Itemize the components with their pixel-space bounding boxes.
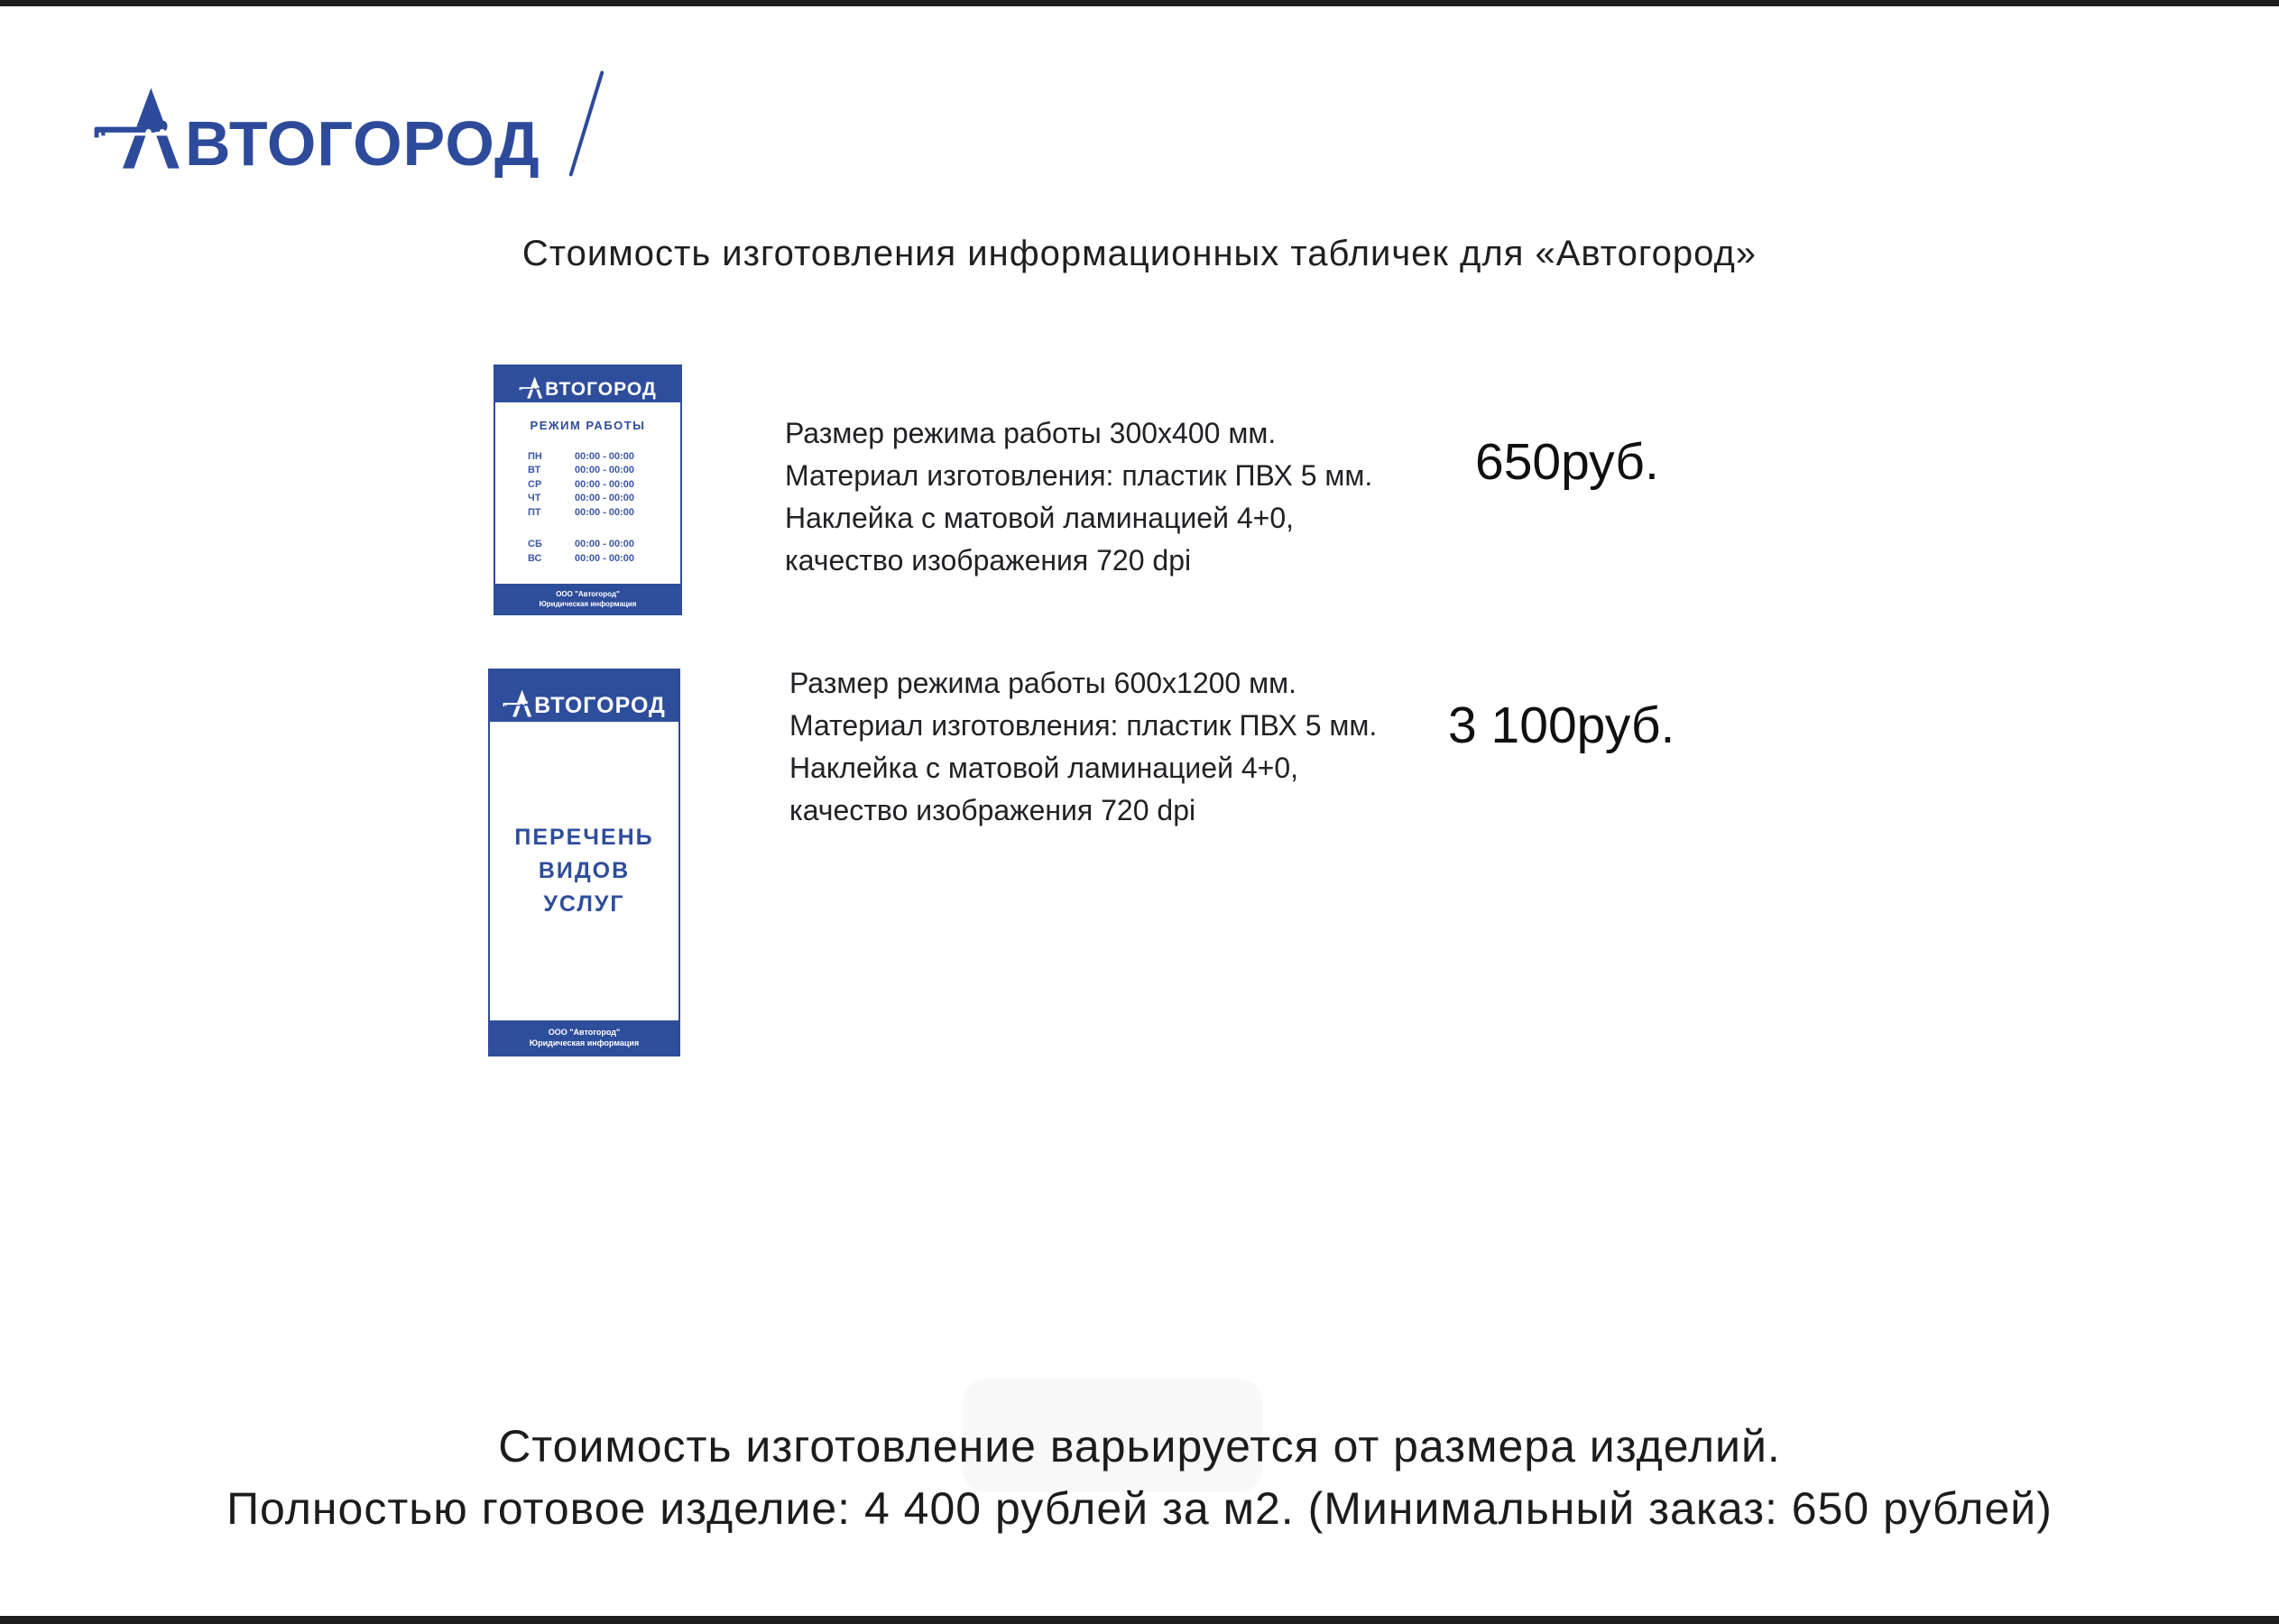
description-line: Размер режима работы 300х400 мм. <box>785 417 1277 449</box>
services-title-line: УСЛУГ <box>543 891 625 917</box>
footer-note <box>0 1416 2279 1540</box>
description-line: качество изображения 720 dpi <box>789 794 1196 826</box>
brand-logo-text: ВТОГОРОД <box>185 108 540 179</box>
schedule-row <box>528 551 680 566</box>
schedule-row <box>528 449 680 464</box>
sign-mockup-body <box>490 722 678 1020</box>
logo-a-icon <box>93 87 181 170</box>
offer-description-1 <box>785 412 1372 582</box>
sign-mockup-schedule <box>494 364 682 615</box>
bottom-letterbox-bar <box>0 1616 2279 1624</box>
offer-description-2 <box>789 662 1377 832</box>
description-line: Материал изготовления: пластик ПВХ 5 мм. <box>789 709 1378 742</box>
schedule-day: ВТ <box>528 465 541 476</box>
schedule-time: 00:00 - 00:00 <box>575 465 635 476</box>
sign-brand-text: ВТОГОРОД <box>534 693 666 718</box>
top-letterbox-bar <box>0 0 2279 6</box>
services-title-line: ВИДОВ <box>538 858 631 883</box>
note-line-2: Полностью готовое изделие: 4 400 рублей за м2. (Минимальный заказ: 650 рублей) <box>226 1483 2053 1534</box>
sign-mockup-footer <box>495 584 680 614</box>
schedule-time: 00:00 - 00:00 <box>575 493 635 504</box>
schedule-time: 00:00 - 00:00 <box>575 506 635 518</box>
sign-mockup-header <box>495 366 680 402</box>
sign-logo-a-icon <box>519 376 543 399</box>
schedule-day: ЧТ <box>528 493 541 504</box>
offer-price-1: 650руб. <box>1475 433 1659 491</box>
description-line: качество изображения 720 dpi <box>785 544 1192 577</box>
schedule-heading: РЕЖИМ РАБОТЫ <box>530 419 646 432</box>
sign-mockup-header <box>490 670 678 722</box>
brand-logo <box>93 87 598 177</box>
sign-logo-a-icon <box>503 689 532 717</box>
sign-mockup-footer <box>490 1020 678 1055</box>
services-title-line: ПЕРЕЧЕНЬ <box>514 825 654 850</box>
page-title: Стоимость изготовления информационных табличек для «Автогород» <box>521 234 1758 273</box>
schedule-row <box>528 492 680 506</box>
description-line: Размер режима работы 600х1200 мм. <box>789 667 1296 699</box>
description-line: Наклейка с матовой ламинацией 4+0, <box>785 502 1295 534</box>
offer-price-2: 3 100руб. <box>1448 697 1675 754</box>
schedule-row <box>528 538 680 552</box>
sign-brand-text: ВТОГОРОД <box>545 379 657 400</box>
schedule-day: ВС <box>528 552 542 564</box>
sign-mockup-body <box>495 402 680 584</box>
legal-line-1: ООО "Автогород" <box>556 589 620 598</box>
schedule-row <box>528 505 680 520</box>
sign-mockup-services <box>488 669 680 1057</box>
schedule-day: ПН <box>528 450 542 462</box>
schedule-time: 00:00 - 00:00 <box>575 539 635 550</box>
legal-line-1: ООО "Автогород" <box>548 1028 621 1037</box>
schedule-day: СР <box>528 478 542 490</box>
schedule-row <box>528 477 680 492</box>
note-line-1: Стоимость изготовление варьируется от размера изделий. <box>498 1421 1781 1472</box>
description-line: Материал изготовления: пластик ПВХ 5 мм. <box>785 459 1373 492</box>
schedule-table <box>528 449 680 566</box>
legal-line-2: Юридическая информация <box>529 1038 640 1047</box>
schedule-day: СБ <box>528 539 542 550</box>
description-line: Наклейка с матовой ламинацией 4+0, <box>789 752 1299 784</box>
services-title <box>514 821 653 921</box>
schedule-time: 00:00 - 00:00 <box>575 552 635 564</box>
legal-line-2: Юридическая информация <box>539 599 637 608</box>
schedule-row <box>528 464 680 478</box>
schedule-time: 00:00 - 00:00 <box>575 450 635 462</box>
schedule-day: ПТ <box>528 506 541 518</box>
schedule-time: 00:00 - 00:00 <box>575 478 635 490</box>
